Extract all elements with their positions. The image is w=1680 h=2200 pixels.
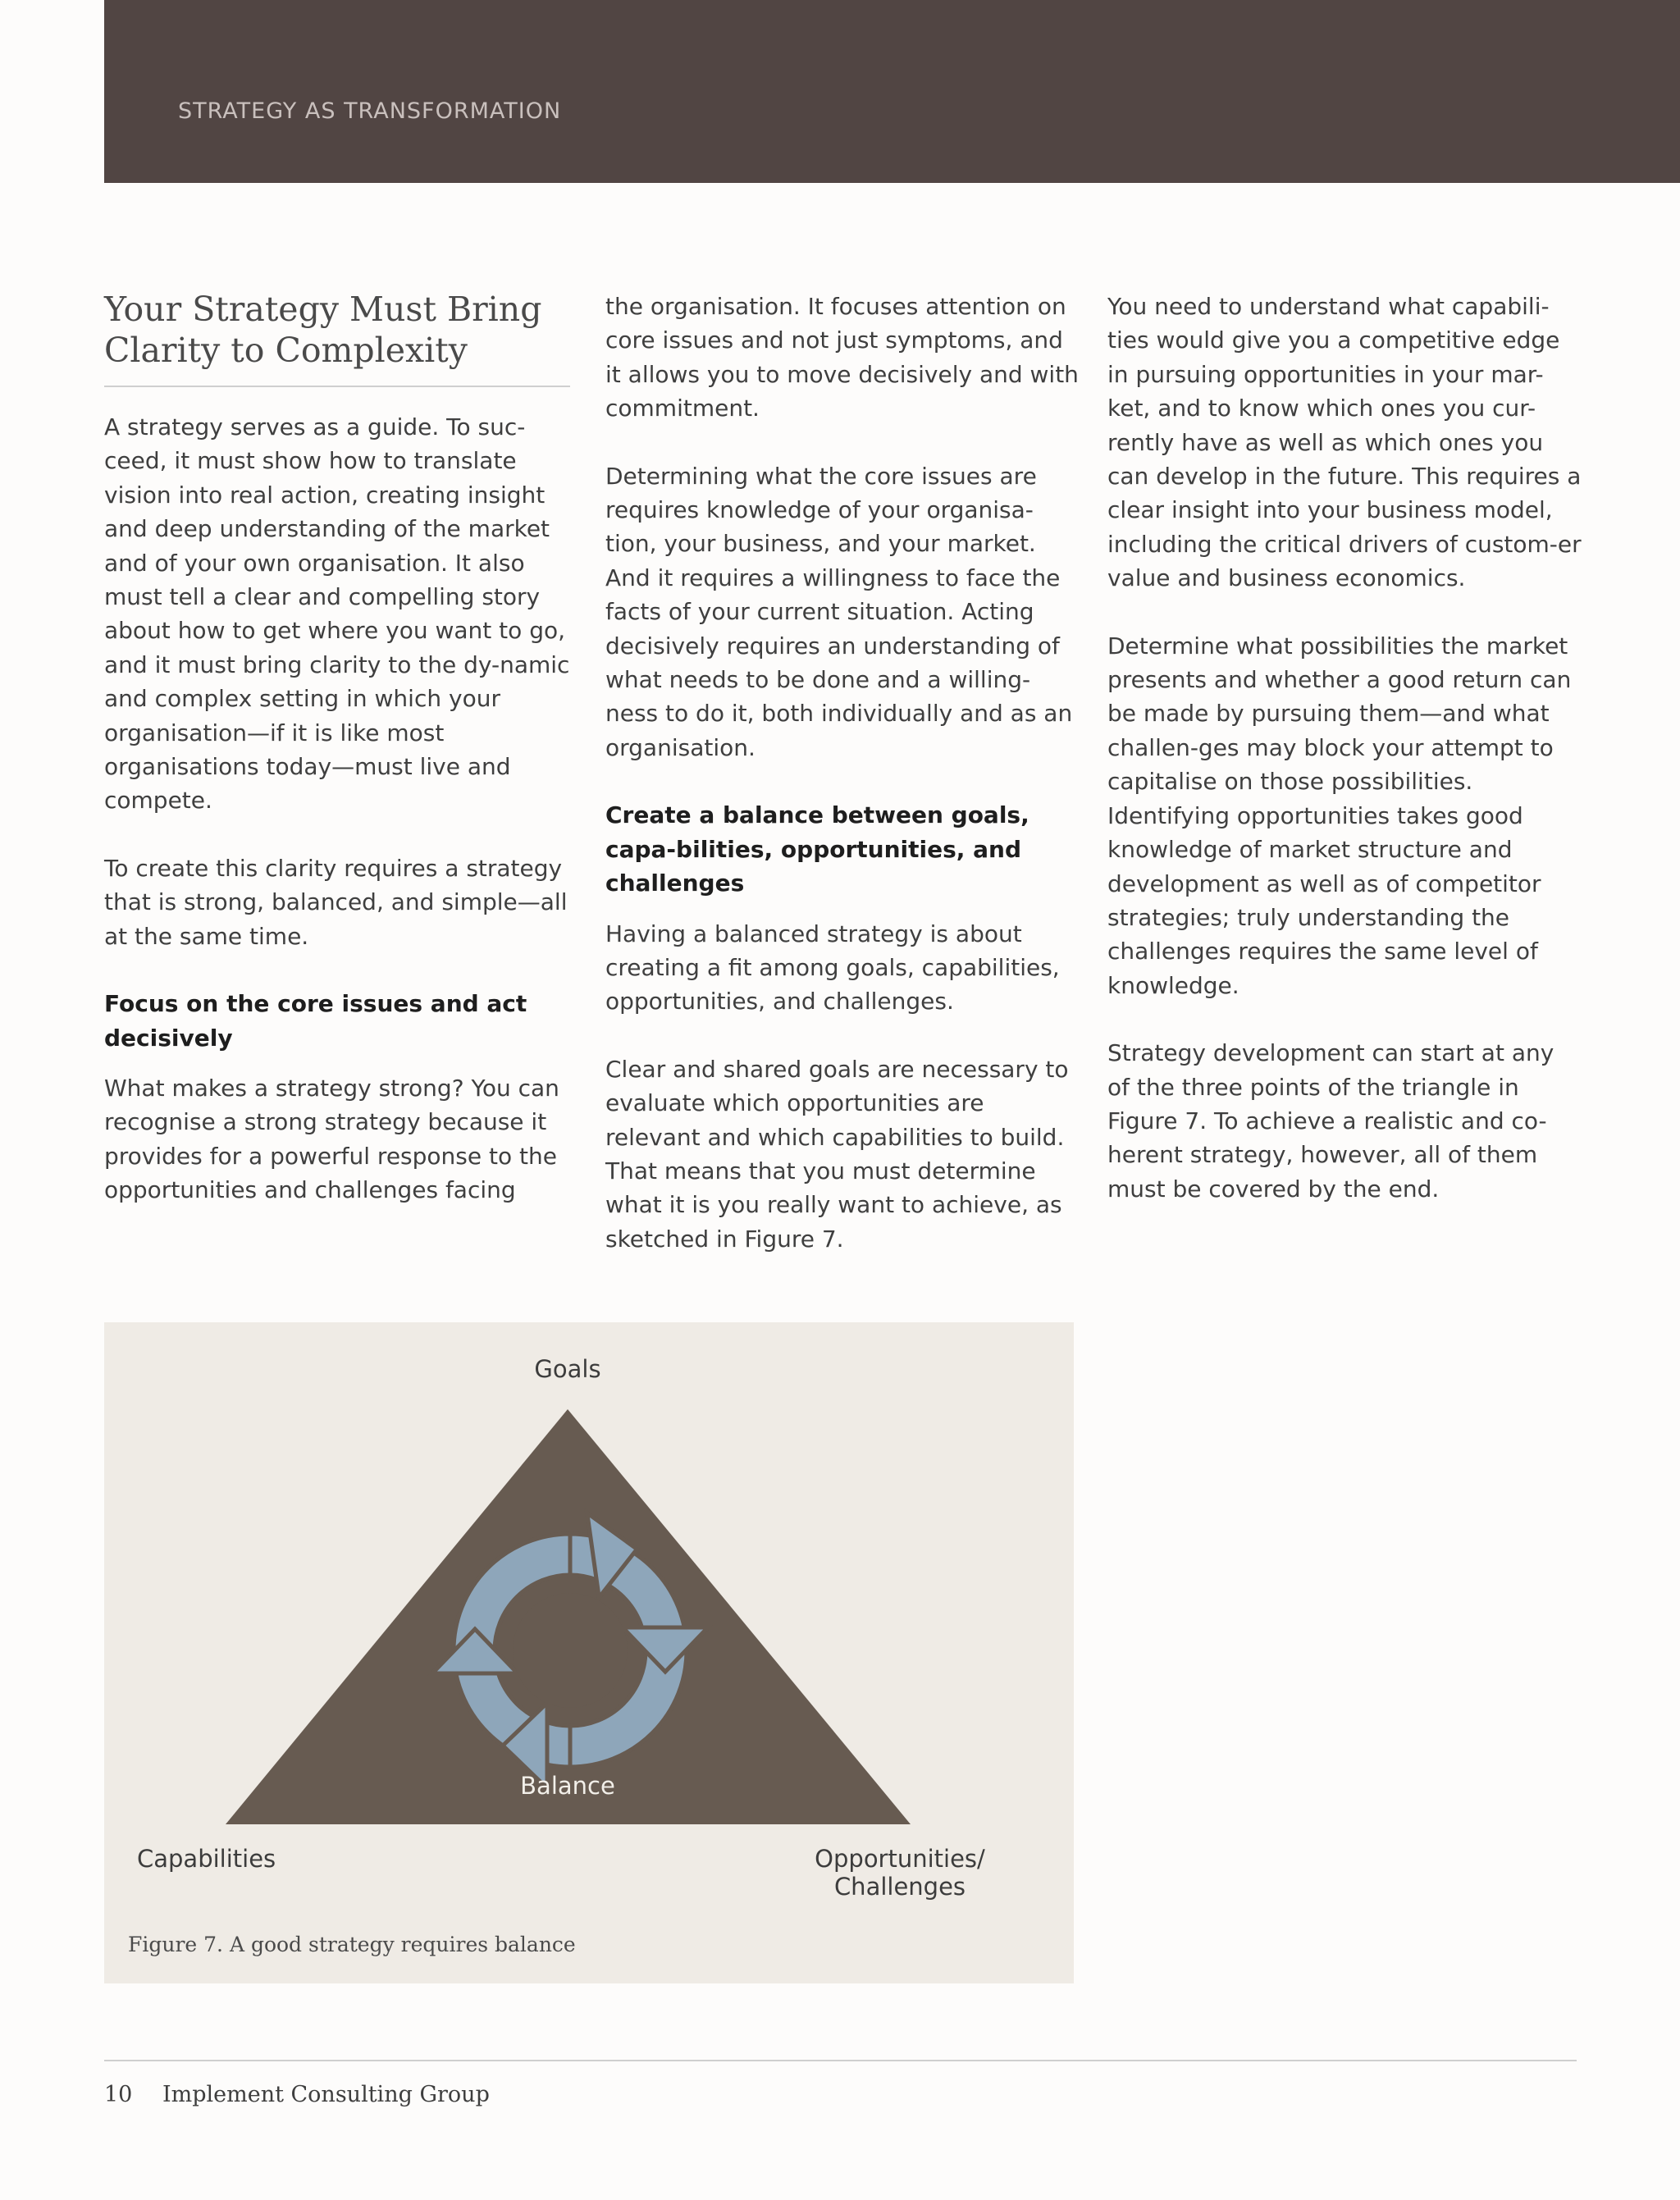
- label-opportunities: Opportunities/: [815, 1845, 985, 1873]
- running-head: STRATEGY AS TRANSFORMATION: [178, 98, 562, 124]
- subheading: Focus on the core issues and act decisively: [104, 990, 527, 1052]
- footer-rule: [104, 2060, 1577, 2061]
- label-challenges: Challenges: [833, 1873, 966, 1901]
- paragraph: the organisation. It focuses attention on core issues and not just symptoms, and it allows you to move decisively and with commitment.: [605, 293, 1079, 422]
- column-3: [1107, 290, 1582, 1239]
- label-goals: Goals: [534, 1355, 601, 1383]
- page-number: 10: [104, 2082, 133, 2107]
- label-balance: Balance: [520, 1772, 615, 1800]
- paragraph: Determining what the core issues are requires knowledge of your organisa-tion, your business, and your market. And it requires a willingness to face the facts of your current situation. Acting decisively requires an understanding of what needs to be done and a willing-ness to do it, both individually and as an organisation.: [605, 462, 1073, 761]
- subheading: Create a balance between goals, capa-bilities, opportunities, and challenges: [605, 801, 1029, 897]
- paragraph: To create this clarity requires a strategy that is strong, balanced, and simple—all at the same time.: [104, 854, 568, 950]
- paragraph: A strategy serves as a guide. To suc-ceed, it must show how to translate vision into real action, creating insight and deep understanding of the market and of your own organisation. It also must tell a clear and compelling story about how to get where you want to go, and it must bring clarity to the dy-namic and complex setting in which your organisation—if it is like most organisations today—must live and compete.: [104, 413, 570, 815]
- label-opportunities-challenges: [793, 1845, 1007, 1901]
- section-title: Your Strategy Must Bring Clarity to Complexity: [104, 289, 570, 387]
- label-capabilities: Capabilities: [137, 1845, 276, 1873]
- figure-caption: Figure 7. A good strategy requires balance: [128, 1933, 576, 1956]
- figure-balance: [104, 1322, 1074, 1983]
- header-band: [104, 0, 1680, 183]
- column-1: [104, 287, 578, 1241]
- column-2: [605, 290, 1080, 1289]
- paragraph: You need to understand what capabili-ties would give you a competitive edge in pursuing opportunities in your mar-ket, and to know which ones you cur-rently have as well as which ones you can develop in the future. This requires a clear insight into your business model, including the critical drivers of custom-er value and business economics.: [1107, 293, 1582, 592]
- paragraph: Strategy development can start at any of the three points of the triangle in Figure 7. To achieve a realistic and co-herent strategy, however, all of them must be covered by the end.: [1107, 1039, 1554, 1203]
- paragraph: Clear and shared goals are necessary to evaluate which opportunities are relevant and which capabilities to build. That means that you must determine what it is you really want to achieve, as sketched in Figure 7.: [605, 1055, 1069, 1253]
- cycle-center: [513, 1593, 628, 1708]
- publisher-name: Implement Consulting Group: [162, 2082, 490, 2107]
- paragraph: Determine what possibilities the market presents and whether a good return can be made by pursuing them—and what challen-ges may block your attempt to capitalise on those possibilities. Identifying opportunities takes good knowledge of market structure and development as well as of competitor strategies; truly understanding the challenges requires the same level of knowledge.: [1107, 632, 1572, 999]
- paragraph: Having a balanced strategy is about creating a fit among goals, capabilities, opportunities, and challenges.: [605, 920, 1060, 1016]
- paragraph: What makes a strategy strong? You can recognise a strong strategy because it provides for a powerful response to the opportunities and challenges facing: [104, 1074, 559, 1204]
- footer: [104, 2082, 490, 2107]
